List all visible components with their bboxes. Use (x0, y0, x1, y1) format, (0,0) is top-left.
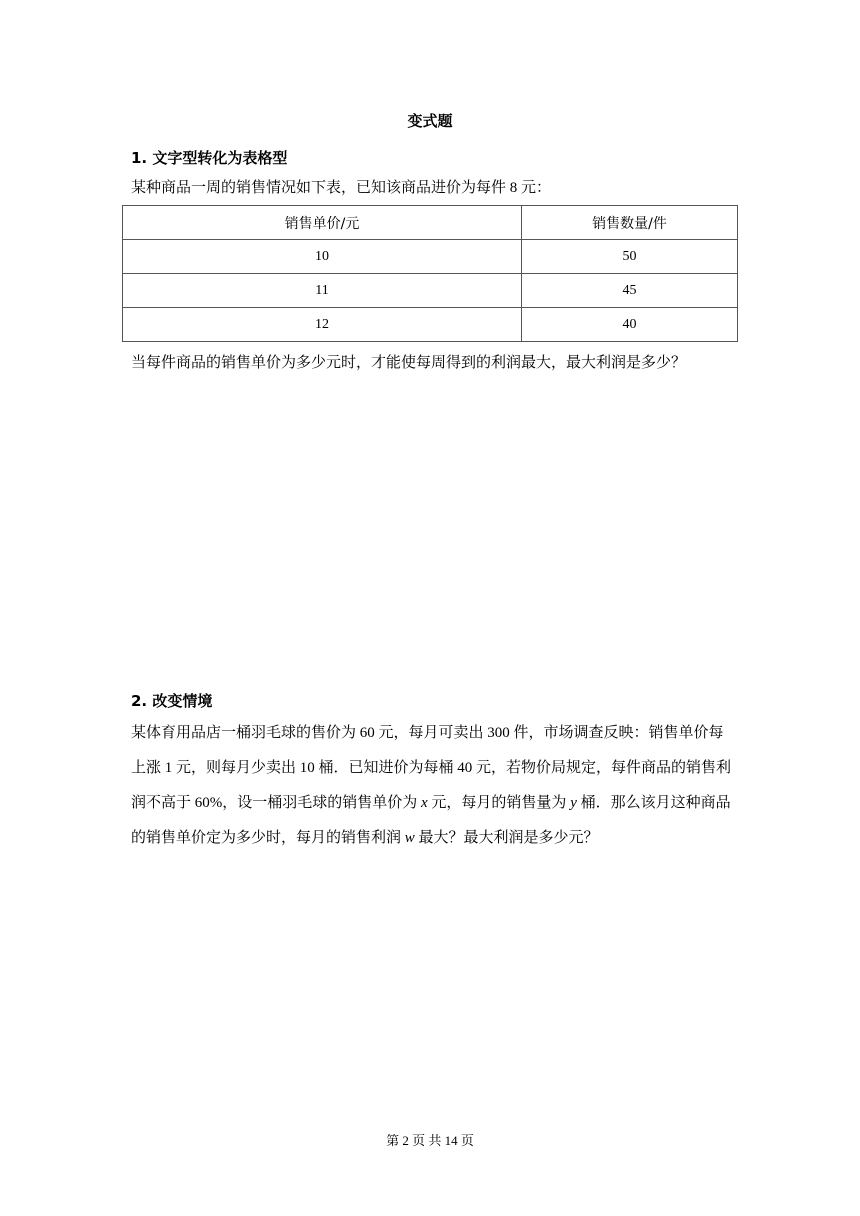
question-2-line (131, 821, 731, 856)
sales-table (122, 205, 738, 342)
question-2-line (131, 786, 731, 821)
variable-y: y (570, 795, 577, 811)
question-1-intro: 某种商品一周的销售情况如下表，已知该商品进价为每件 8 元： (131, 180, 552, 196)
question-2-heading: 2. 改变情境 (131, 692, 213, 710)
question-2-body (131, 716, 731, 856)
table-cell: 45 (522, 274, 738, 308)
header-quantity: 销售数量/件 (522, 206, 738, 240)
text-span: 润不高于 60%，设一桶羽毛球的销售单价为 (131, 795, 421, 811)
question-2-line: 上涨 1 元，则每月少卖出 10 桶．已知进价为每桶 40 元，若物价局规定，每件商品的销售利 (131, 760, 732, 776)
header-unit-price: 销售单价/元 (123, 206, 522, 240)
text-span: 元，每月的销售量为 (427, 795, 571, 811)
page-footer: 第 2 页 共 14 页 (386, 1133, 474, 1148)
table-cell: 12 (123, 308, 522, 342)
table-header-row (123, 206, 738, 240)
variable-x: x (421, 795, 428, 811)
table-cell: 40 (522, 308, 738, 342)
table-cell: 11 (123, 274, 522, 308)
table-row (123, 274, 738, 308)
text-span: 桶．那么该月这种商品 (576, 795, 731, 811)
text-span: 最大？最大利润是多少元？ (414, 830, 599, 846)
table-row (123, 240, 738, 274)
text-span: 的销售单价定为多少时，每月的销售利润 (131, 830, 405, 846)
page-title: 变式题 (407, 112, 453, 130)
question-1-heading: 1. 文字型转化为表格型 (131, 149, 288, 167)
table-cell: 10 (123, 240, 522, 274)
variable-w: w (404, 830, 415, 846)
table-cell: 50 (522, 240, 738, 274)
question-1-prompt: 当每件商品的销售单价为多少元时，才能使每周得到的利润最大，最大利润是多少？ (131, 355, 687, 371)
question-2-line: 某体育用品店一桶羽毛球的售价为 60 元，每月可卖出 300 件，市场调查反映：销售单价每 (131, 725, 724, 741)
table-row (123, 308, 738, 342)
